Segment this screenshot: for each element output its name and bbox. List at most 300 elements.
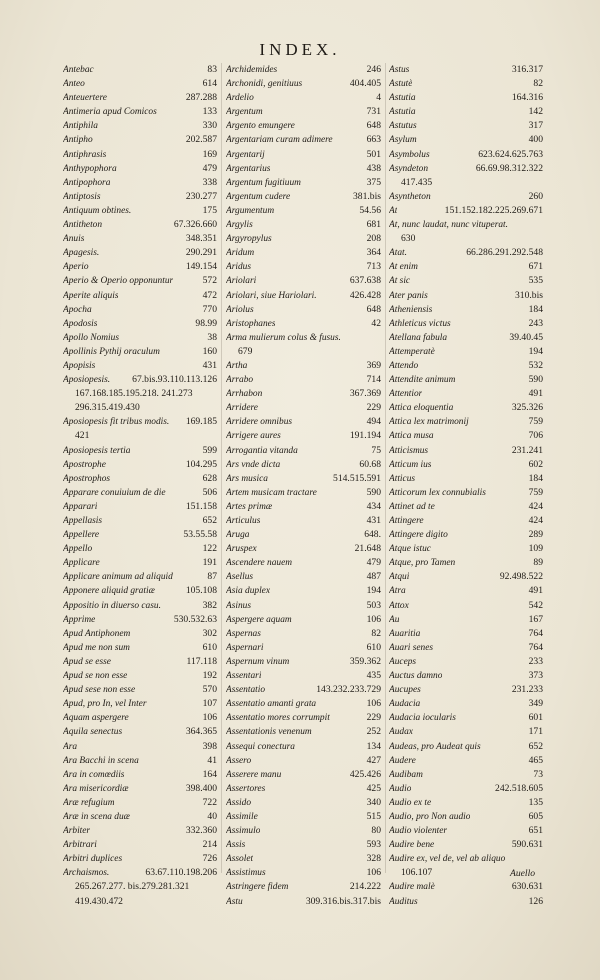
- entry-term: Assertores: [226, 783, 266, 794]
- index-entry: [63, 373, 217, 387]
- entry-term: Ascendere nauem: [226, 558, 293, 569]
- entry-term: Ars vnde dicta: [226, 459, 281, 470]
- index-entry: [389, 331, 543, 345]
- index-entry: [389, 444, 543, 458]
- entry-pages: 506: [202, 486, 217, 498]
- entry-continuation: 630: [401, 233, 416, 245]
- entry-pages: 134: [366, 740, 381, 752]
- entry-term: Auceps: [389, 656, 417, 667]
- index-entry: [226, 359, 381, 373]
- index-entry: [226, 303, 381, 317]
- catchword: Auello: [510, 868, 536, 879]
- entry-term: Audio ex te: [389, 797, 432, 808]
- entry-term: Auaritia: [389, 628, 421, 639]
- index-entry: [389, 599, 543, 613]
- entry-term: Astutia: [389, 93, 416, 104]
- index-entry: [63, 613, 217, 627]
- entry-term: Attica lex matrimonij: [389, 417, 469, 428]
- entry-pages: 191.194: [349, 430, 381, 442]
- entry-pages: 382: [202, 599, 217, 611]
- entry-pages: 160: [202, 345, 217, 357]
- column-rule: [221, 63, 222, 873]
- entry-term: Anthypophora: [63, 163, 117, 174]
- entry-term: Ars musica: [226, 473, 268, 484]
- entry-pages: 41: [207, 754, 217, 766]
- index-entry: [389, 754, 543, 768]
- entry-term: Attingere digito: [389, 530, 448, 541]
- entry-pages: 532: [528, 359, 543, 371]
- index-entry: [389, 303, 543, 317]
- entry-pages: 151.158: [185, 500, 217, 512]
- index-entry: [389, 359, 543, 373]
- entry-pages: 637.638: [349, 275, 381, 287]
- entry-pages: 764: [528, 641, 543, 653]
- entry-pages: 231.233: [511, 684, 543, 696]
- index-entry: [389, 641, 543, 655]
- entry-term: Applicare: [63, 558, 100, 569]
- entry-pages: 431: [366, 515, 381, 526]
- index-entry: [226, 754, 381, 768]
- entry-term: Aræ in scena duæ: [63, 811, 130, 822]
- entry-pages: 542: [528, 599, 543, 611]
- entry-term: Asserere manu: [226, 769, 282, 780]
- entry-pages: 243: [528, 317, 543, 329]
- entry-term: Ara: [63, 741, 78, 752]
- entry-term: Anuis: [63, 234, 85, 245]
- entry-term: Argentum fugitiuum: [226, 177, 301, 188]
- entry-term: Audire bene: [389, 840, 435, 851]
- entry-pages: 570: [202, 684, 217, 696]
- entry-term: Arma mulierum colus & fusus.: [226, 332, 341, 343]
- entry-term: Assentatio amanti grata: [226, 699, 317, 710]
- entry-pages: 109: [528, 543, 543, 555]
- entry-pages: 434: [366, 500, 381, 512]
- entry-term: Apparari: [63, 501, 98, 512]
- entry-pages: 60.68: [359, 458, 381, 470]
- entry-pages: 63.67.110.198.206: [145, 867, 217, 879]
- entry-pages: 759: [528, 416, 543, 428]
- entry-pages: 214.222: [349, 881, 381, 893]
- index-entry: [226, 711, 381, 725]
- page-title: INDEX.: [259, 40, 341, 59]
- entry-pages: 623.624.625.763: [478, 148, 543, 160]
- entry-pages: 530.532.63: [173, 613, 217, 625]
- entry-term: Appellasis: [63, 516, 103, 526]
- entry-term: Antipophora: [63, 177, 111, 188]
- index-entry: [226, 725, 381, 739]
- index-entry: [226, 655, 381, 669]
- entry-pages: 40: [207, 810, 217, 822]
- entry-term: Aquila senectus: [63, 727, 123, 738]
- index-entry: [63, 232, 217, 246]
- entry-term: Astutia: [389, 107, 416, 118]
- index-entry: [389, 556, 543, 570]
- entry-term: Asylum: [389, 135, 417, 146]
- entry-pages: 369: [366, 359, 381, 371]
- entry-pages: 590: [528, 374, 543, 386]
- entry-term: Astutus: [389, 121, 417, 132]
- entry-pages: 309.316.bis.317.bis: [305, 895, 381, 907]
- entry-pages: 98.99: [195, 317, 217, 329]
- entry-pages: 764: [528, 627, 543, 639]
- entry-term: Antebac: [63, 65, 94, 75]
- entry-pages: 214: [202, 839, 217, 851]
- index-entry: [226, 895, 381, 909]
- index-entry: [389, 711, 543, 725]
- index-entry: [389, 627, 543, 641]
- entry-pages: 472: [202, 289, 217, 301]
- entry-pages: 630.631: [511, 881, 543, 893]
- entry-term: Apopisis: [63, 360, 96, 371]
- index-entry: [389, 683, 543, 697]
- entry-pages: 503: [366, 599, 381, 611]
- entry-pages: 106: [202, 712, 217, 724]
- entry-term: Audire malè: [389, 882, 435, 893]
- entry-term: Assis: [226, 840, 246, 851]
- entry-pages: 614: [202, 78, 217, 90]
- entry-term: Aspernum vinum: [226, 656, 290, 667]
- index-entry: [226, 317, 381, 331]
- entry-pages: 706: [528, 430, 543, 442]
- entry-pages: 325.326: [511, 402, 543, 414]
- entry-pages: 133: [202, 106, 217, 118]
- index-entry: [389, 852, 543, 866]
- entry-pages: 438: [366, 162, 381, 174]
- index-entry: [226, 91, 381, 105]
- index-entry: [226, 458, 381, 472]
- entry-term: Attendite animum: [389, 375, 456, 386]
- entry-term: Apocha: [63, 304, 92, 315]
- index-entry: [389, 162, 543, 176]
- entry-pages: 290.291: [185, 247, 217, 259]
- index-entry: [63, 204, 217, 218]
- entry-term: Audere: [389, 755, 416, 766]
- index-entry: [226, 190, 381, 204]
- index-entry: [226, 866, 381, 880]
- entry-pages: 105.108: [185, 585, 217, 597]
- index-entry: [226, 697, 381, 711]
- entry-pages: 92.498.522: [499, 571, 543, 583]
- index-entry: [389, 584, 543, 598]
- entry-pages: 501: [366, 148, 381, 160]
- entry-term: Argentariam curam adimere: [226, 135, 333, 146]
- entry-pages: 628: [202, 472, 217, 484]
- index-entry: [226, 782, 381, 796]
- entry-pages: 171: [528, 726, 543, 738]
- index-entry: [389, 613, 543, 627]
- entry-pages: 599: [202, 444, 217, 456]
- entry-pages: 714: [366, 374, 381, 386]
- index-entry: [226, 838, 381, 852]
- entry-term: Attox: [389, 600, 409, 611]
- entry-pages: 491: [528, 388, 543, 400]
- entry-term: Astus: [389, 65, 410, 75]
- entry-pages: 424: [528, 500, 543, 512]
- entry-term: Argyropylus: [226, 234, 272, 245]
- entry-pages: 75: [371, 444, 381, 456]
- entry-pages: 332.360: [185, 825, 217, 837]
- index-entry: [63, 444, 217, 458]
- index-entry: [226, 669, 381, 683]
- entry-pages: 4: [376, 92, 381, 104]
- entry-pages: 610: [366, 641, 381, 653]
- entry-term: Antiphrasis: [63, 149, 107, 160]
- index-column-3: [389, 63, 543, 909]
- entry-term: Applicare animum ad aliquid: [63, 572, 173, 583]
- entry-pages: 106: [366, 613, 381, 625]
- index-entry: [389, 725, 543, 739]
- entry-term: Atticismus: [389, 445, 429, 456]
- entry-pages: 208: [366, 233, 381, 245]
- entry-continuation: 296.315.419.430: [75, 402, 140, 414]
- index-entry: [226, 528, 381, 542]
- index-entry: [389, 655, 543, 669]
- index-entry: [226, 810, 381, 824]
- entry-term: Antipho: [63, 135, 93, 146]
- entry-term: Archidemides: [226, 65, 278, 75]
- entry-pages: 364: [366, 247, 381, 259]
- index-entry: [226, 500, 381, 514]
- entry-pages: 648.: [364, 529, 381, 541]
- entry-term: Atticus: [389, 473, 416, 484]
- entry-term: Appositio in diuerso casu.: [63, 600, 161, 611]
- index-entry: [63, 824, 217, 838]
- index-entry: [226, 63, 381, 77]
- entry-term: Attemperatè: [389, 346, 435, 357]
- entry-term: Archonidi, genitiuus: [226, 79, 303, 90]
- entry-pages: 404.405: [349, 78, 381, 90]
- index-entry: [226, 387, 381, 401]
- index-entry: [226, 514, 381, 528]
- entry-term: Audire ex, vel de, vel ab aliquo: [389, 854, 506, 865]
- entry-term: Arrhabon: [226, 389, 263, 400]
- index-entry: [226, 232, 381, 246]
- index-entry: [389, 190, 543, 204]
- index-entry: [63, 105, 217, 119]
- index-entry: [63, 810, 217, 824]
- index-entry: [389, 274, 543, 288]
- index-entry: [63, 740, 217, 754]
- index-entry: [389, 514, 543, 528]
- entry-term: Assido: [226, 797, 252, 808]
- entry-pages: 67.bis.93.110.113.126: [132, 374, 217, 386]
- entry-term: Ariolari, siue Hariolari.: [226, 290, 317, 301]
- entry-pages: 491: [528, 585, 543, 597]
- column-rule: [385, 63, 386, 873]
- entry-continuation: 679: [238, 345, 253, 357]
- entry-pages: 610: [202, 641, 217, 653]
- index-entry: [389, 401, 543, 415]
- entry-pages: 252: [366, 726, 381, 738]
- entry-continuation: 421: [75, 430, 90, 442]
- index-entry: [389, 669, 543, 683]
- entry-pages: 39.40.45: [509, 331, 543, 343]
- index-entry: [226, 415, 381, 429]
- entry-pages: 381.bis: [353, 190, 381, 202]
- entry-pages: 82: [533, 78, 543, 90]
- entry-pages: 310.bis: [515, 289, 543, 301]
- entry-term: Antiphila: [63, 121, 98, 132]
- index-entry: [389, 458, 543, 472]
- entry-term: Apud se non esse: [63, 671, 128, 682]
- entry-term: Ardelio: [226, 93, 254, 104]
- index-entry: [226, 148, 381, 162]
- entry-term: Apodosis: [63, 318, 98, 329]
- index-entry: [63, 345, 217, 359]
- entry-term: Apprime: [63, 614, 96, 625]
- entry-term: Antiquum obtines.: [63, 205, 132, 216]
- index-entry: [63, 63, 217, 77]
- index-entry: [226, 274, 381, 288]
- entry-pages: 289: [528, 529, 543, 541]
- index-entry: [63, 514, 217, 528]
- index-entry: [389, 345, 543, 359]
- entry-pages: 338: [202, 176, 217, 188]
- entry-pages: 42: [371, 317, 381, 329]
- index-entry: [63, 260, 217, 274]
- entry-pages: 316.317: [511, 64, 543, 75]
- entry-continuation: 106.107: [401, 867, 433, 879]
- entry-term: Ariolari: [226, 276, 257, 287]
- entry-term: Aquam aspergere: [63, 713, 129, 724]
- entry-pages: 590.631: [511, 839, 543, 851]
- entry-term: Antimeria apud Comicos: [63, 107, 157, 118]
- entry-pages: 229: [366, 402, 381, 414]
- entry-term: Arrogantia vitanda: [226, 445, 298, 456]
- index-entry: [226, 444, 381, 458]
- entry-pages: 66.69.98.312.322: [475, 162, 543, 174]
- index-entry: [389, 768, 543, 782]
- entry-pages: 175: [202, 204, 217, 216]
- index-entry: [226, 852, 381, 866]
- index-entry: [226, 246, 381, 260]
- entry-term: At: [389, 205, 398, 216]
- entry-term: Audacia iocularis: [389, 713, 456, 724]
- entry-term: Auari senes: [389, 642, 434, 653]
- entry-term: Aperio & Operio opponuntur: [63, 276, 174, 287]
- index-entry: [389, 486, 543, 500]
- entry-term: Attendo: [389, 360, 419, 371]
- entry-term: Asia duplex: [226, 586, 271, 597]
- entry-pages: 83: [207, 64, 217, 75]
- entry-pages: 151.152.182.225.269.671: [444, 204, 543, 216]
- index-entry: [389, 91, 543, 105]
- entry-term: Astringere fidem: [226, 882, 289, 893]
- entry-pages: 375: [366, 176, 381, 188]
- entry-term: Arbiter: [63, 826, 91, 837]
- index-entry: [63, 528, 217, 542]
- entry-pages: 431: [202, 359, 217, 371]
- entry-continuation: 167.168.185.195.218. 241.273: [75, 388, 193, 400]
- index-entry: [63, 317, 217, 331]
- entry-pages: 192: [202, 670, 217, 682]
- index-entry: [63, 782, 217, 796]
- index-entry: [63, 218, 217, 232]
- index-entry: [226, 570, 381, 584]
- entry-pages: 242.518.605: [495, 782, 543, 794]
- entry-pages: 398.400: [185, 782, 217, 794]
- entry-term: Ara misericordiæ: [63, 783, 129, 794]
- entry-term: At enim: [389, 262, 418, 273]
- index-entry: [226, 472, 381, 486]
- index-entry: [226, 824, 381, 838]
- entry-pages: 590: [366, 486, 381, 498]
- index-entry: [63, 176, 217, 190]
- entry-term: Atra: [389, 586, 406, 597]
- entry-term: Assimulo: [226, 826, 261, 837]
- entry-pages: 184: [528, 303, 543, 315]
- entry-term: Attica musa: [389, 431, 434, 442]
- index-entry: [389, 63, 543, 77]
- entry-pages: 770: [202, 303, 217, 315]
- entry-term: Attica eloquentia: [389, 403, 454, 414]
- entry-pages: 21.648: [354, 543, 381, 555]
- entry-term: Argentum: [226, 107, 263, 118]
- entry-pages: 233: [528, 655, 543, 667]
- index-entry: [389, 782, 543, 796]
- entry-pages: 479: [202, 162, 217, 174]
- index-entry: [63, 119, 217, 133]
- entry-term: Aposiopesis.: [63, 375, 111, 386]
- entry-term: Apud se esse: [63, 656, 111, 667]
- entry-pages: 106: [366, 698, 381, 710]
- index-entry: [226, 289, 381, 303]
- entry-pages: 435: [366, 670, 381, 682]
- entry-term: Astutè: [389, 79, 413, 90]
- entry-pages: 231.241: [511, 444, 543, 456]
- entry-pages: 349: [528, 698, 543, 710]
- index-entry: [63, 77, 217, 91]
- index-entry: [63, 838, 217, 852]
- index-entry: [63, 331, 217, 345]
- index-entry: [63, 655, 217, 669]
- entry-pages: 135: [528, 796, 543, 808]
- entry-term: Aruspex: [226, 544, 257, 555]
- entry-pages: 117.118: [186, 655, 217, 667]
- entry-term: Aristophanes: [226, 318, 276, 329]
- entry-pages: 663: [366, 134, 381, 146]
- entry-pages: 572: [202, 275, 217, 287]
- index-entry: [63, 796, 217, 810]
- entry-pages: 67.326.660: [173, 219, 217, 231]
- entry-pages: 726: [202, 853, 217, 865]
- entry-term: Ariolus: [226, 304, 254, 315]
- index-entry: [389, 289, 543, 303]
- entry-pages: 731: [366, 106, 381, 118]
- entry-term: Ater panis: [389, 290, 428, 301]
- entry-term: Attinet ad te: [389, 501, 435, 512]
- entry-pages: 142: [528, 106, 543, 118]
- entry-term: Archaismos.: [63, 868, 110, 879]
- index-entry: [389, 895, 543, 909]
- index-entry: [63, 866, 217, 880]
- entry-pages: 722: [202, 796, 217, 808]
- entry-pages: 106: [366, 867, 381, 879]
- entry-pages: 330: [202, 120, 217, 132]
- entry-pages: 87: [207, 571, 217, 583]
- entry-pages: 104.295: [185, 458, 217, 470]
- index-entry: [63, 162, 217, 176]
- entry-term: Assentationis venenum: [226, 727, 312, 738]
- index-entry: [226, 176, 381, 190]
- entry-pages: 602: [528, 458, 543, 470]
- index-entry: [63, 627, 217, 641]
- entry-term: Atticum ius: [389, 459, 432, 470]
- entry-pages: 424: [528, 515, 543, 526]
- index-entry: [226, 373, 381, 387]
- entry-pages: 427: [366, 754, 381, 766]
- index-entry: [226, 556, 381, 570]
